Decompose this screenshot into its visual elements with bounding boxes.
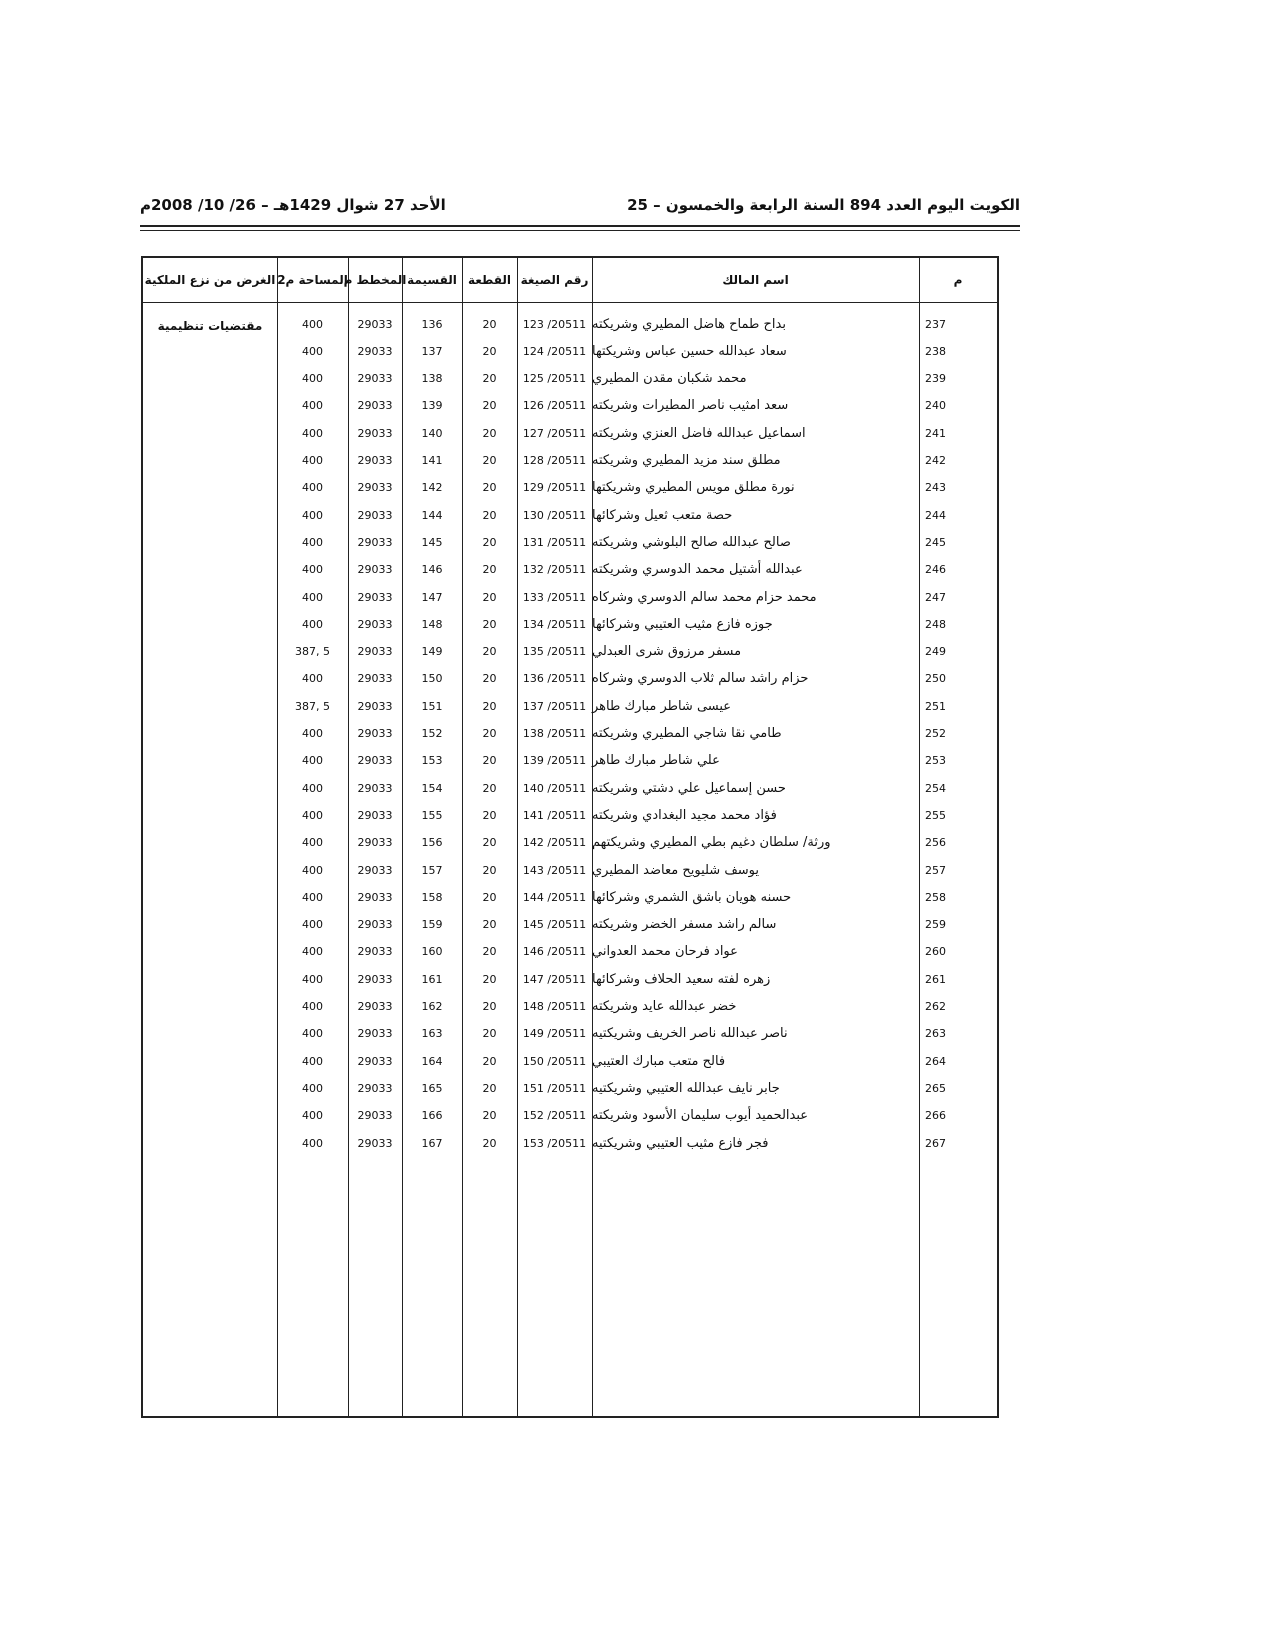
cell-deed: 126 /20511 [522,399,587,413]
cell-owner: فجر فازع مثيب العتيبي وشريكتيه [592,1135,769,1151]
cell-deed: 153 /20511 [522,1136,587,1150]
cell-area: 387, 5 [295,645,330,659]
cell-block: 20 [482,344,497,358]
cell-plan: 29033 [357,836,393,850]
cell-deed: 128 /20511 [522,454,587,467]
cell-plan: 29033 [357,563,393,577]
cell-deed: 123 /20511 [522,317,587,331]
cell-plan: 29033 [357,508,393,522]
cell-m: 256 [925,836,946,850]
cell-plan: 29033 [357,481,393,495]
cell-area: 400 [302,972,323,986]
cell-m: 266 [925,1109,946,1123]
cell-area: 400 [302,1109,323,1123]
cell-owner: مسفر مرزوق شرى العبدلي [592,644,742,660]
table-row [143,392,997,420]
cell-m: 260 [925,945,946,959]
cell-plan: 29033 [357,317,393,331]
cell-plot: 142 [421,481,443,495]
cell-m: 242 [925,454,946,467]
col-header-plan: المخطط م [343,273,407,287]
cell-area: 400 [302,399,323,413]
table-row [143,911,997,939]
cell-plan: 29033 [357,645,393,659]
cell-block: 20 [482,426,497,440]
cell-area: 400 [302,836,323,850]
cell-owner: صالح عبدالله صالح البلوشي وشريكته [592,534,791,550]
cell-block: 20 [482,890,497,904]
cell-deed: 152 /20511 [522,1109,587,1123]
cell-owner: عبدالحميد أيوب سليمان الأسود وشريكته [592,1108,809,1124]
col-header-m: م [953,273,963,287]
cell-owner: بداح طماح هاضل المطيري وشريكته [592,316,786,332]
table-row [143,1129,997,1157]
cell-plot: 163 [421,1027,443,1041]
cell-deed: 150 /20511 [522,1054,587,1068]
table-row [143,938,997,966]
header-date: الأحد 27 شوال 1429هـ – 26/ 10/ 2008م [140,196,446,214]
cell-plot: 139 [421,399,443,413]
cell-owner: خضر عبدالله عايد وشريكته [592,999,737,1014]
cell-plot: 149 [421,645,443,659]
cell-m: 247 [925,590,946,604]
cell-m: 245 [925,535,946,549]
cell-plan: 29033 [357,808,393,822]
cell-owner: حسن إسماعيل علي دشتي وشريكته [592,780,786,796]
cell-block: 20 [482,590,497,604]
table-row [143,1047,997,1075]
cell-block: 20 [482,1109,497,1123]
cell-deed: 148 /20511 [522,1000,587,1013]
cell-owner: جوزه فازع مثيب العتيبي وشركائها [592,616,773,632]
cell-deed: 139 /20511 [522,754,587,768]
cell-m: 253 [925,754,946,768]
cell-block: 20 [482,727,497,740]
cell-m: 238 [925,344,946,358]
cell-area: 400 [302,617,323,631]
cell-deed: 136 /20511 [522,672,587,686]
cell-block: 20 [482,1054,497,1068]
cell-plot: 155 [421,808,443,822]
cell-area: 400 [302,344,323,358]
cell-plot: 152 [421,727,443,740]
cell-m: 265 [925,1081,946,1095]
cell-area: 400 [302,945,323,959]
cell-owner: حصة متعب ثعيل وشركائها [592,507,733,523]
cell-owner: ناصر عبدالله ناصر الخريف وشريكتيه [592,1026,788,1042]
cell-owner: فؤاد محمد مجيد البغدادي وشريكته [592,807,777,823]
cell-block: 20 [482,317,497,331]
cell-plot: 166 [421,1109,443,1123]
cell-plan: 29033 [357,945,393,959]
cell-area: 400 [302,1081,323,1095]
cell-plan: 29033 [357,754,393,768]
cell-m: 243 [925,481,946,495]
cell-area: 400 [302,1054,323,1068]
cell-plot: 151 [421,699,443,713]
table-row [143,856,997,884]
cell-plot: 157 [421,863,443,877]
cell-m: 241 [925,426,946,440]
ownership-table [141,256,999,1418]
col-header-area: المساحة م2 [277,273,348,287]
cell-owner: عواد فرحان محمد العدواني [592,944,738,960]
cell-block: 20 [482,399,497,413]
table-row [143,310,997,338]
cell-m: 239 [925,372,946,386]
cell-deed: 129 /20511 [522,481,587,495]
cell-plot: 153 [421,754,443,768]
cell-m: 261 [925,972,946,986]
cell-plot: 141 [421,454,443,467]
cell-deed: 133 /20511 [522,590,587,604]
cell-owner: فالح متعب مبارك العتيبي [592,1053,726,1069]
cell-area: 400 [302,781,323,795]
cell-owner: مطلق سند مزيد المطيري وشريكته [592,453,781,468]
cell-plan: 29033 [357,863,393,877]
cell-block: 20 [482,699,497,713]
cell-plan: 29033 [357,727,393,740]
cell-area: 400 [302,590,323,604]
col-header-owner: اسم المالك [722,273,789,287]
cell-plan: 29033 [357,535,393,549]
cell-plan: 29033 [357,617,393,631]
table-row [143,829,997,857]
cell-area: 400 [302,535,323,549]
cell-area: 400 [302,808,323,822]
cell-deed: 146 /20511 [522,945,587,959]
table-row [143,965,997,993]
cell-block: 20 [482,972,497,986]
table-row [143,419,997,447]
cell-deed: 144 /20511 [522,890,587,904]
cell-m: 257 [925,863,946,877]
cell-area: 400 [302,863,323,877]
cell-deed: 151 /20511 [522,1081,587,1095]
cell-plan: 29033 [357,1081,393,1095]
cell-deed: 134 /20511 [522,617,587,631]
cell-m: 252 [925,727,946,740]
cell-m: 240 [925,399,946,413]
col-header-block: القطعة [468,273,511,287]
cell-area: 400 [302,918,323,932]
cell-block: 20 [482,1000,497,1013]
cell-deed: 145 /20511 [522,918,587,932]
cell-block: 20 [482,918,497,932]
cell-block: 20 [482,945,497,959]
header-issue-info: الكويت اليوم العدد 894 السنة الرابعة والخمسون – 25 [627,196,1020,214]
cell-m: 259 [925,918,946,932]
table-row [143,610,997,638]
cell-plot: 145 [421,535,443,549]
cell-m: 263 [925,1027,946,1041]
cell-deed: 125 /20511 [522,372,587,386]
cell-block: 20 [482,1081,497,1095]
cell-plan: 29033 [357,344,393,358]
table-row [143,1074,997,1102]
cell-plot: 161 [421,972,443,986]
cell-owner: محمد شكبان مقدن المطيري [592,371,747,387]
cell-block: 20 [482,1136,497,1150]
cell-plot: 150 [421,672,443,686]
table-row [143,692,997,720]
cell-area: 400 [302,372,323,386]
header-rule-thin [140,230,1020,231]
cell-deed: 135 /20511 [522,645,587,659]
cell-owner: محمد حزام محمد سالم الدوسري وشركاه [592,589,817,605]
table-row [143,556,997,584]
cell-area: 400 [302,727,323,740]
cell-area: 400 [302,1000,323,1013]
table-row [143,474,997,502]
cell-deed: 143 /20511 [522,863,587,877]
cell-plan: 29033 [357,672,393,686]
cell-plan: 29033 [357,454,393,467]
cell-m: 244 [925,508,946,522]
cell-plan: 29033 [357,781,393,795]
cell-plot: 162 [421,1000,443,1013]
cell-owner: سعاد عبدالله حسين عباس وشريكتها [592,343,787,359]
col-header-deed: رقم الصيغة [520,273,589,287]
cell-plan: 29033 [357,1136,393,1150]
table-row [143,528,997,556]
cell-m: 248 [925,617,946,631]
cell-m: 255 [925,808,946,822]
cell-owner: عبدالله أشتيل محمد الدوسري وشريكته [592,562,803,578]
cell-deed: 141 /20511 [522,808,587,822]
table-row [143,883,997,911]
cell-owner: يوسف شليويح معاضد المطيري [592,862,760,878]
cell-deed: 147 /20511 [522,972,587,986]
table-row [143,365,997,393]
cell-block: 20 [482,454,497,467]
table-row [143,993,997,1021]
cell-plot: 164 [421,1054,443,1068]
cell-plan: 29033 [357,890,393,904]
cell-block: 20 [482,481,497,495]
table-row [143,337,997,365]
cell-block: 20 [482,808,497,822]
cell-deed: 132 /20511 [522,563,587,577]
cell-owner: حزام راشد سالم ثلاب الدوسري وشركاه [592,671,809,687]
table-row [143,720,997,748]
cell-m: 267 [925,1136,946,1150]
table-row [143,801,997,829]
cell-plan: 29033 [357,1109,393,1123]
cell-owner: ورثة/ سلطان دغيم بطي المطيري وشريكتهم [592,835,831,851]
cell-deed: 124 /20511 [522,344,587,358]
cell-block: 20 [482,781,497,795]
cell-owner: اسماعيل عبدالله فاضل العنزي وشريكته [592,425,806,441]
cell-block: 20 [482,1027,497,1041]
cell-owner: نورة مطلق مويس المطيري وشريكتها [592,480,795,496]
cell-plot: 137 [421,344,443,358]
table-row [143,1020,997,1048]
cell-m: 254 [925,781,946,795]
cell-deed: 140 /20511 [522,781,587,795]
cell-area: 400 [302,672,323,686]
cell-block: 20 [482,645,497,659]
table-row [143,1102,997,1130]
table-row [143,583,997,611]
cell-owner: سعد امثيب ناصر المطيرات وشريكته [592,398,789,414]
page-header [140,196,1020,220]
cell-owner: جابر نايف عبدالله العتيبي وشريكتيه [592,1080,780,1096]
cell-plot: 148 [421,617,443,631]
cell-plot: 136 [421,317,443,331]
cell-plan: 29033 [357,399,393,413]
table-row [143,774,997,802]
cell-block: 20 [482,754,497,768]
table-row [143,747,997,775]
cell-plot: 154 [421,781,443,795]
header-divider [143,302,997,303]
table-row [143,665,997,693]
cell-deed: 149 /20511 [522,1027,587,1041]
cell-area: 400 [302,1027,323,1041]
cell-deed: 130 /20511 [522,508,587,522]
cell-deed: 131 /20511 [522,535,587,549]
cell-m: 264 [925,1054,946,1068]
cell-owner: عيسى شاطر مبارك طاهر [592,698,732,714]
cell-owner: حسنه هويان باشق الشمري وشركائها [592,889,792,905]
cell-m: 237 [925,317,946,331]
table-row [143,501,997,529]
cell-plan: 29033 [357,1027,393,1041]
cell-deed: 142 /20511 [522,836,587,850]
cell-area: 387, 5 [295,699,330,713]
cell-area: 400 [302,754,323,768]
cell-owner: طامي نقا شاجي المطيري وشريكته [592,726,782,741]
table-row [143,447,997,475]
cell-block: 20 [482,372,497,386]
col-header-plot: القسيمة [407,273,457,287]
cell-plan: 29033 [357,426,393,440]
cell-owner: زهره لفته سعيد الحلاف وشركائها [592,971,771,987]
cell-area: 400 [302,890,323,904]
cell-plot: 144 [421,508,443,522]
cell-plot: 160 [421,945,443,959]
cell-plot: 159 [421,918,443,932]
cell-plot: 140 [421,426,443,440]
cell-block: 20 [482,563,497,577]
cell-plot: 146 [421,563,443,577]
cell-m: 262 [925,1000,946,1013]
cell-m: 246 [925,563,946,577]
cell-block: 20 [482,836,497,850]
cell-plan: 29033 [357,590,393,604]
purpose-value: مقتضيات تنظيمية [157,319,263,333]
cell-m: 250 [925,672,946,686]
cell-m: 258 [925,890,946,904]
cell-owner: سالم راشد مسفر الخضر وشريكته [592,917,777,933]
cell-area: 400 [302,508,323,522]
cell-plot: 138 [421,372,443,386]
cell-plot: 156 [421,836,443,850]
cell-plan: 29033 [357,918,393,932]
cell-area: 400 [302,426,323,440]
cell-deed: 137 /20511 [522,699,587,713]
cell-area: 400 [302,1136,323,1150]
cell-owner: علي شاطر مبارك طاهر [592,753,720,769]
cell-plan: 29033 [357,1000,393,1013]
cell-plan: 29033 [357,1054,393,1068]
cell-m: 249 [925,645,946,659]
cell-plot: 165 [421,1081,443,1095]
col-header-purpose: الغرض من نزع الملكية [144,273,276,287]
header-rule-thick [140,225,1020,227]
cell-block: 20 [482,672,497,686]
cell-deed: 138 /20511 [522,727,587,740]
cell-plot: 158 [421,890,443,904]
cell-area: 400 [302,454,323,467]
cell-plan: 29033 [357,699,393,713]
cell-area: 400 [302,563,323,577]
cell-block: 20 [482,508,497,522]
cell-area: 400 [302,481,323,495]
cell-m: 251 [925,699,946,713]
cell-plot: 147 [421,590,443,604]
cell-deed: 127 /20511 [522,426,587,440]
cell-plot: 167 [421,1136,443,1150]
cell-area: 400 [302,317,323,331]
cell-block: 20 [482,617,497,631]
cell-plan: 29033 [357,372,393,386]
cell-plan: 29033 [357,972,393,986]
cell-block: 20 [482,863,497,877]
table-row [143,638,997,666]
cell-block: 20 [482,535,497,549]
